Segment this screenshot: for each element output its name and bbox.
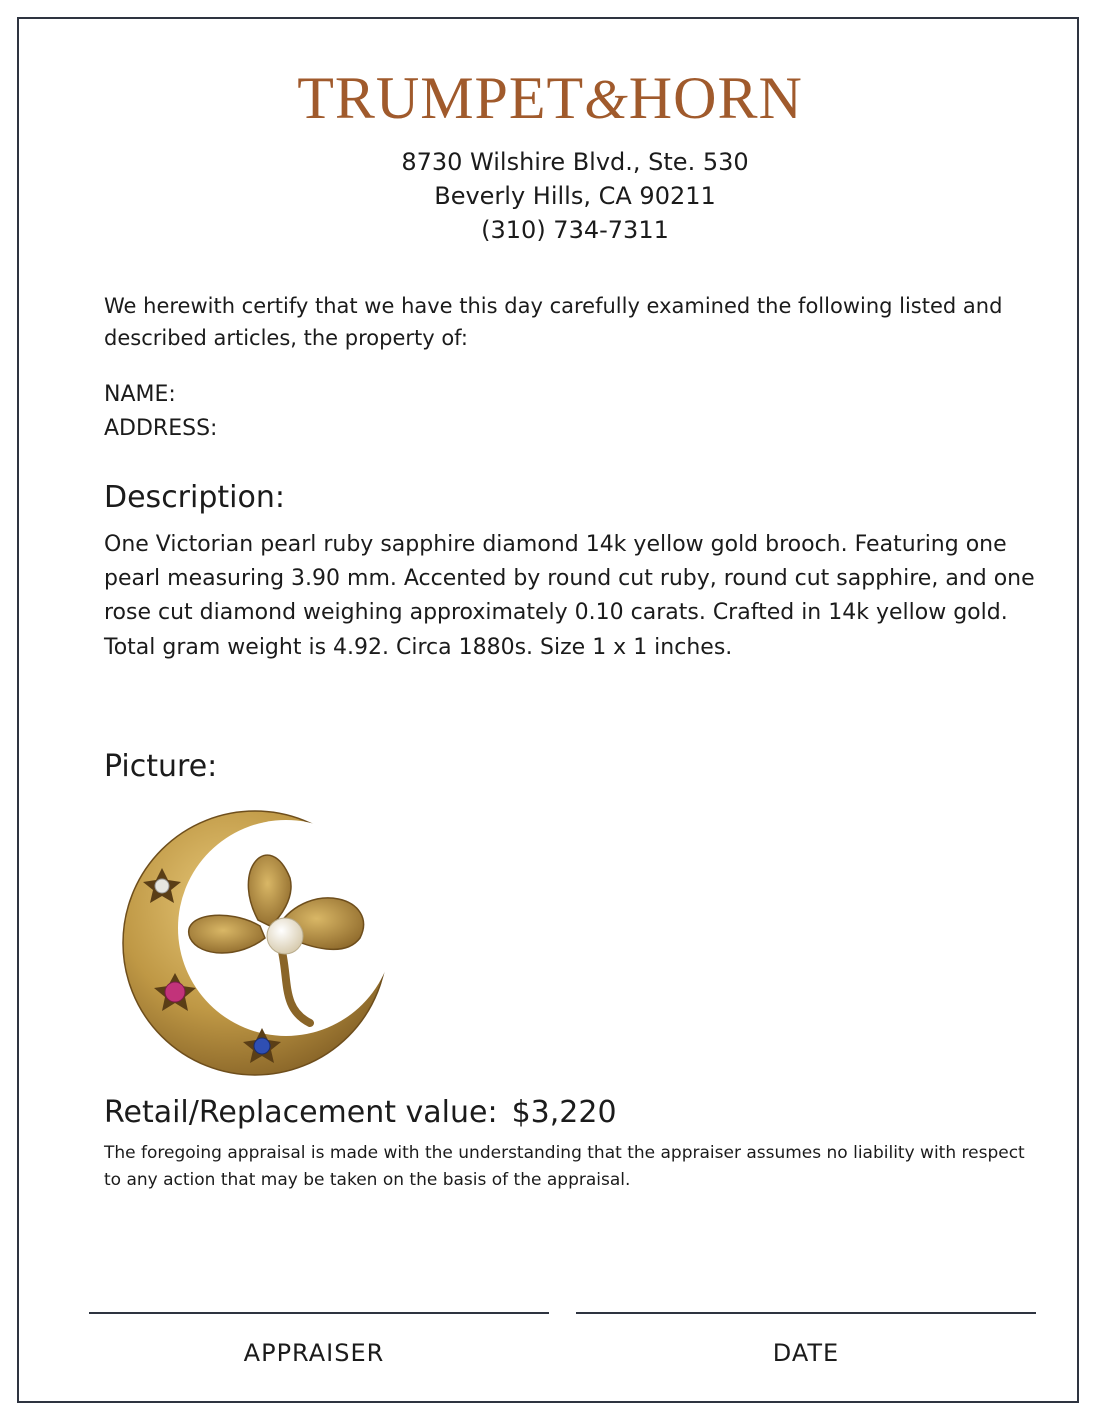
logo-text-right: HORN <box>628 65 803 131</box>
address-field-label: ADDRESS: <box>104 416 218 441</box>
store-address <box>0 145 1100 247</box>
name-field-label: NAME: <box>104 382 176 407</box>
valuation-row <box>104 1093 617 1133</box>
description-text: One Victorian pearl ruby sapphire diamond 14k yellow gold brooch. Featuring one pearl measuring 3.90 mm. Accented by round cut ruby, round cut sapphire, and one rose cut diamond weighing approximately 0.10 carats. Crafted in 14k yellow gold. Total gram weight is 4.92. Circa 1880s. Size 1 x 1 inches. <box>104 532 1035 660</box>
certification-statement: We herewith certify that we have this day carefully examined the following listed and described articles, the property of: <box>104 294 1003 350</box>
logo-ampersand: & <box>584 69 629 131</box>
address-line-1: 8730 Wilshire Blvd., Ste. 530 <box>401 148 749 176</box>
date-label: DATE <box>772 1339 840 1367</box>
picture-heading: Picture: <box>104 749 218 784</box>
brand-logo <box>0 66 1100 132</box>
valuation-amount: $3,220 <box>511 1095 617 1130</box>
brooch-photo <box>120 808 395 1078</box>
appraiser-label: APPRAISER <box>243 1339 385 1367</box>
address-line-2: Beverly Hills, CA 90211 <box>434 182 716 210</box>
date-signature-line <box>576 1312 1036 1314</box>
valuation-label: Retail/Replacement value: <box>104 1095 498 1130</box>
phone-number: (310) 734-7311 <box>481 216 669 244</box>
appraiser-signature-line <box>89 1312 549 1314</box>
description-heading: Description: <box>104 480 285 515</box>
logo-text-left: TRUMPET <box>297 65 585 131</box>
disclaimer-text: The foregoing appraisal is made with the understanding that the appraiser assumes no liability with respect to any action that may be taken on the basis of the appraisal. <box>104 1143 1025 1190</box>
